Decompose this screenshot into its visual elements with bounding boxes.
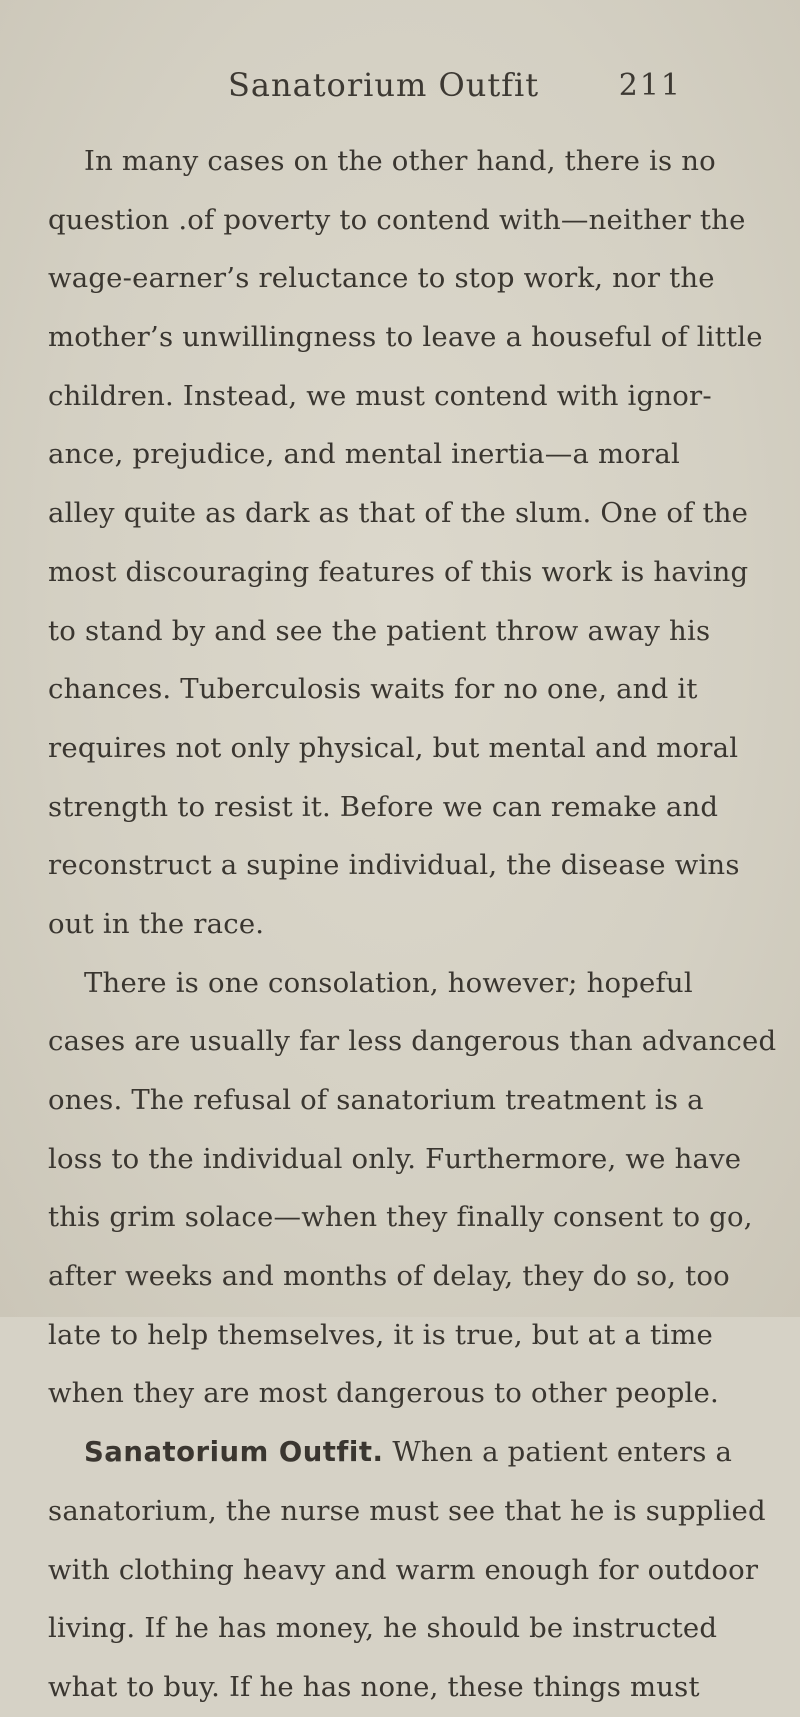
text-line: children. Instead, we must contend with ignor- xyxy=(48,379,712,412)
text-line: sanatorium, the nurse must see that he is supplied xyxy=(48,1494,766,1527)
running-head: Sanatorium Outfit xyxy=(228,66,540,104)
text-line: mother’s unwillingness to leave a houseful of little xyxy=(48,321,763,354)
text-line: what to buy. If he has none, these things must xyxy=(48,1670,700,1703)
text-line: with clothing heavy and warm enough for outdoor xyxy=(48,1553,759,1586)
text-line: wage-earner’s reluctance to stop work, nor the xyxy=(48,262,715,295)
text-line: In many cases on the other hand, there is no xyxy=(84,145,716,177)
text-line: ance, prejudice, and mental inertia—a moral xyxy=(48,438,680,471)
text-line: chances. Tuberculosis waits for no one, and it xyxy=(48,673,698,706)
text-line: question .of poverty to contend with—neither the xyxy=(48,203,746,236)
text-line: strength to resist it. Before we can remake and xyxy=(48,790,719,823)
page-number: 211 xyxy=(618,68,682,103)
text-line: ones. The refusal of sanatorium treatment is a xyxy=(48,1084,704,1116)
text-line: after weeks and months of delay, they do so, too xyxy=(48,1260,730,1293)
text-line: loss to the individual only. Furthermore, we have xyxy=(48,1142,742,1175)
text-line: There is one consolation, however; hopeful xyxy=(84,966,693,999)
text-line: alley quite as dark as that of the slum. One of the xyxy=(48,497,749,530)
text-line: reconstruct a supine individual, the disease wins xyxy=(48,849,740,882)
text-line: this grim solace—when they finally consent to go, xyxy=(48,1201,753,1234)
page-header xyxy=(0,66,800,116)
text-line-with-sidehead xyxy=(48,1423,733,1482)
text-line: cases are usually far less dangerous than advanced xyxy=(48,1025,777,1058)
text-line: to stand by and see the patient throw away his xyxy=(48,614,711,647)
text-line: living. If he has money, he should be instructed xyxy=(48,1612,718,1645)
text-line: when they are most dangerous to other people. xyxy=(48,1377,719,1410)
text-line: most discouraging features of this work is having xyxy=(48,555,749,588)
section-sidehead: Sanatorium Outfit. xyxy=(84,1436,384,1469)
body-text xyxy=(48,132,777,1717)
text-line: requires not only physical, but mental and moral xyxy=(48,731,739,764)
text-line: late to help themselves, it is true, but at a time xyxy=(48,1318,713,1351)
text-line: out in the race. xyxy=(48,907,265,940)
sidehead-line-rest: When a patient enters a xyxy=(383,1436,733,1469)
